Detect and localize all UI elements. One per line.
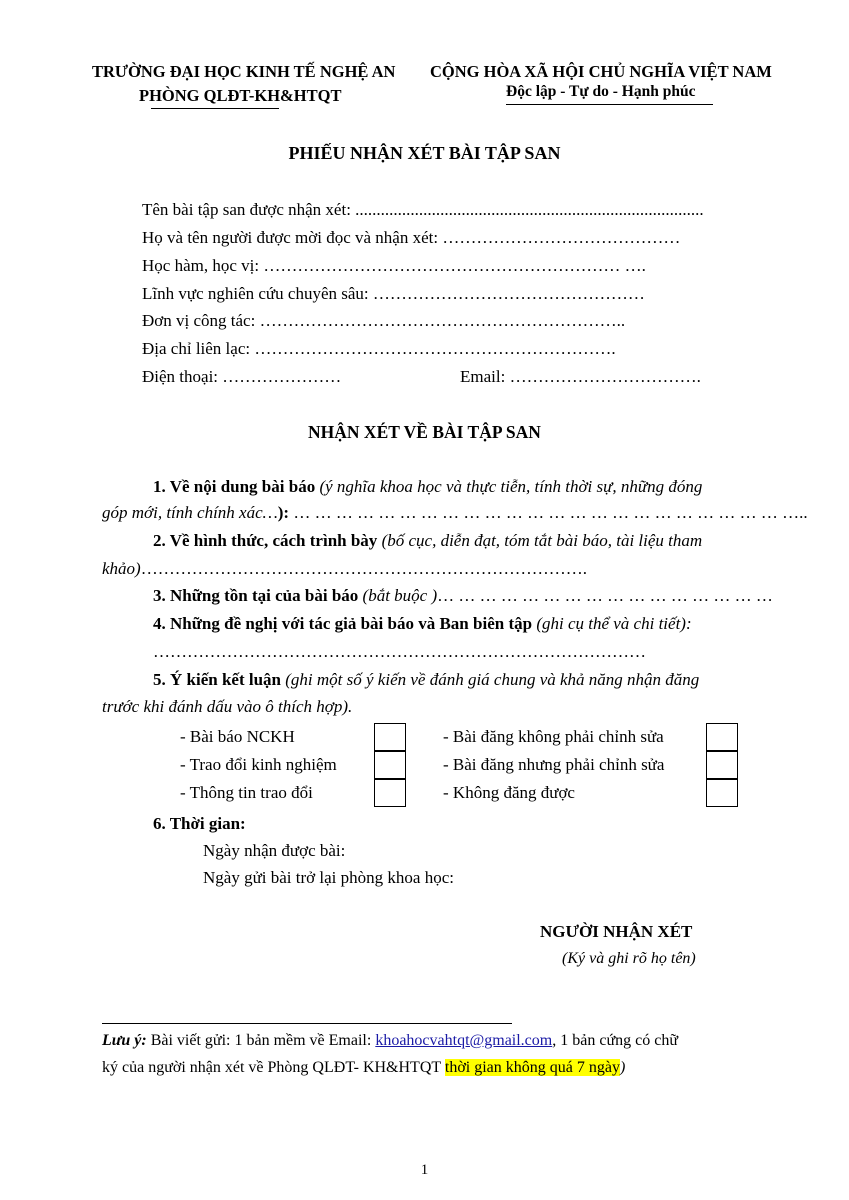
item-4-dots[interactable]: …………………………………………………………………………… xyxy=(153,642,646,661)
item-5-hint-cont: trước khi đánh dấu vào ô thích hợp). xyxy=(102,697,353,716)
item-1-line-1 xyxy=(153,477,702,497)
date-received[interactable]: Ngày nhận được bài: xyxy=(203,841,346,860)
field-workplace[interactable]: Đơn vị công tác: ……………………………………………………….. xyxy=(142,311,626,330)
field-reviewer-name[interactable]: Họ và tên người được mời đọc và nhận xét: …………………………………… xyxy=(142,228,681,247)
item-4-hint: (ghi cụ thể và chi tiết): xyxy=(532,614,692,633)
item-1-hint: (ý nghĩa khoa học và thực tiễn, tính thời sự, những đóng xyxy=(315,477,703,496)
field-academic-title[interactable]: Học hàm, học vị: ……………………………………………………… …. xyxy=(142,256,646,275)
option-exchange-experience-label: - Trao đổi kinh nghiệm xyxy=(180,755,337,774)
field-article-name[interactable]: Tên bài tập san được nhận xét: .................................................................................. xyxy=(142,200,704,219)
signature-title: NGƯỜI NHẬN XÉT xyxy=(540,922,693,941)
item-4-heading: 4. Những đề nghị với tác giả bài báo và Ban biên tập xyxy=(153,614,533,633)
footnote-line-2 xyxy=(102,1059,625,1077)
item-4-line-1 xyxy=(153,614,692,634)
department-underline xyxy=(151,108,279,109)
country-name: CỘNG HÒA XÃ HỘI CHỦ NGHĨA VIỆT NAM xyxy=(430,62,772,81)
footnote-end: ) xyxy=(619,1059,626,1076)
checkbox-publish-with-edit[interactable] xyxy=(706,751,738,779)
item-2-dots: ……………………………………………………………………. xyxy=(140,559,587,578)
time-heading: 6. Thời gian: xyxy=(153,814,246,833)
item-2-heading: 2. Về hình thức, cách trình bày xyxy=(153,531,378,550)
item-3-line[interactable] xyxy=(153,586,773,606)
date-returned[interactable]: Ngày gửi bài trở lại phòng khoa học: xyxy=(203,868,454,887)
checkbox-nckh[interactable] xyxy=(374,723,406,751)
item-2-hint: (bố cục, diễn đạt, tóm tắt bài báo, tài liệu tham xyxy=(377,531,703,550)
option-reject-label: - Không đăng được xyxy=(443,783,575,802)
item-2-hint-cont: khảo) xyxy=(102,559,141,578)
option-exchange-info-label: - Thông tin trao đổi xyxy=(180,783,313,802)
checkbox-exchange-experience[interactable] xyxy=(374,751,406,779)
item-5-line-1 xyxy=(153,670,699,690)
item-5-heading: 5. Ý kiến kết luận xyxy=(153,670,281,689)
option-publish-no-edit-label: - Bài đăng không phải chỉnh sửa xyxy=(443,727,664,746)
item-1-line-2[interactable] xyxy=(102,503,808,523)
field-email[interactable]: Email: ……………………………. xyxy=(460,367,701,386)
item-1-colon: ): xyxy=(277,503,290,522)
department-name: PHÒNG QLĐT-KH&HTQT xyxy=(139,86,342,105)
motto: Độc lập - Tự do - Hạnh phúc xyxy=(506,83,696,100)
footnote-label: Lưu ý: xyxy=(102,1032,147,1049)
item-3-dots: … … … … … … … … … … … … … … … … xyxy=(437,586,773,605)
school-name: TRƯỜNG ĐẠI HỌC KINH TẾ NGHỆ AN xyxy=(92,62,396,81)
motto-underline xyxy=(506,104,713,105)
option-nckh-label: - Bài báo NCKH xyxy=(180,727,295,746)
item-3-heading: 3. Những tồn tại của bài báo xyxy=(153,586,359,605)
field-phone[interactable]: Điện thoại: ………………… xyxy=(142,367,342,386)
item-2-line-2[interactable] xyxy=(102,559,587,579)
checkbox-exchange-info[interactable] xyxy=(374,779,406,807)
item-1-hint-cont: góp mới, tính chính xác… xyxy=(102,503,278,522)
field-research-field[interactable]: Lĩnh vực nghiên cứu chuyên sâu: ………………………………………… xyxy=(142,284,645,303)
footnote-highlight: thời gian không quá 7 ngày xyxy=(444,1059,620,1076)
footnote-separator xyxy=(102,1023,512,1024)
item-1-dots: … … … … … … … … … … … … … … … … … … … … … … … ….. xyxy=(289,503,808,522)
item-5-hint: (ghi một số ý kiến về đánh giá chung và khả năng nhận đăng xyxy=(281,670,700,689)
section-title: NHẬN XÉT VỀ BÀI TẬP SAN xyxy=(308,422,541,442)
footnote-text-3: ký của người nhận xét về Phòng QLĐT- KH&HTQT xyxy=(102,1059,445,1076)
footnote-text-2: , 1 bản cứng có chữ xyxy=(552,1032,678,1049)
footnote-email-link[interactable]: khoahocvahtqt@gmail.com xyxy=(375,1032,553,1049)
field-address[interactable]: Địa chỉ liên lạc: ………………………………………………………. xyxy=(142,339,616,358)
form-title: PHIẾU NHẬN XÉT BÀI TẬP SAN xyxy=(288,143,561,163)
footnote-line-1 xyxy=(102,1032,678,1050)
option-publish-with-edit-label: - Bài đăng nhưng phải chỉnh sửa xyxy=(443,755,665,774)
checkbox-reject[interactable] xyxy=(706,779,738,807)
checkbox-publish-no-edit[interactable] xyxy=(706,723,738,751)
footnote-text-1: Bài viết gửi: 1 bản mềm về Email: xyxy=(146,1032,376,1049)
signature-note: (Ký và ghi rõ họ tên) xyxy=(562,950,696,967)
item-3-hint: (bắt buộc ) xyxy=(358,586,438,605)
page-number: 1 xyxy=(420,1162,429,1178)
item-1-heading: 1. Về nội dung bài báo xyxy=(153,477,316,496)
item-2-line-1 xyxy=(153,531,702,551)
